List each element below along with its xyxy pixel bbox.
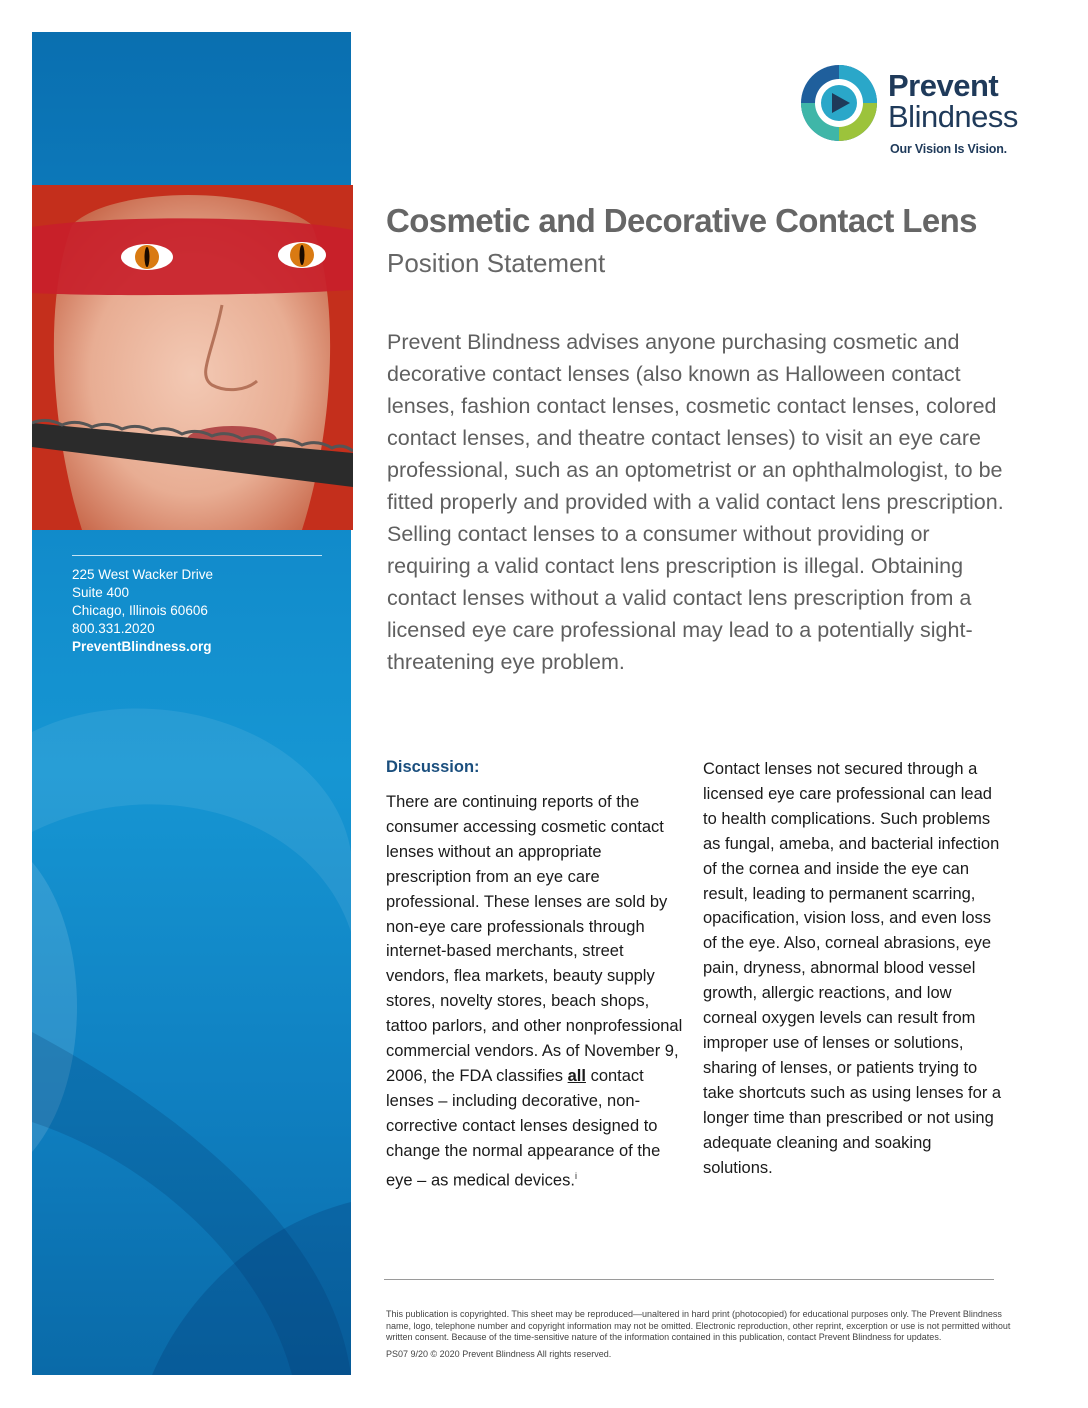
emphasis-all: all bbox=[567, 1066, 586, 1085]
discussion-col1-text: There are continuing reports of the consumer accessing cosmetic contact lenses without an appropriate prescription from an eye care professional. These lenses are sold by non-eye care professionals through internet-based merchants, street vendors, flea markets, beauty supply stores, novelty stores, beach shops, tattoo parlors, and other nonprofessional commercial vendors. As of November 9, 2006, the FDA classifies bbox=[386, 793, 683, 1085]
address-suite: Suite 400 bbox=[72, 585, 130, 600]
eye-logo-icon bbox=[798, 62, 880, 144]
publication-code: PS07 9/20 © 2020 Prevent Blindness All rights reserved. bbox=[386, 1348, 612, 1359]
intro-paragraph: Prevent Blindness advises anyone purchasing cosmetic and decorative contact lenses (also known as Halloween contact lenses, fashion contact lenses, cosmetic contact lenses, colored contact lenses, and theatre contact lenses) to visit an eye care professional, such as an optometrist or an ophthalmologist, to be fitted properly and provided with a valid contact lens prescription. Selling contact lenses to a consumer without providing or requiring a valid contact lens prescription is illegal. Obtaining contact lenses without a valid contact lens prescription from a licensed eye care professional may lead to a potentially sight-threatening eye problem. bbox=[387, 330, 1004, 674]
address-phone: 800.331.2020 bbox=[72, 621, 155, 636]
brand-wordmark bbox=[888, 70, 1018, 132]
discussion-column-2: Contact lenses not secured through a licensed eye care professional can lead to health complications. Such problems as fungal, ameba, and bacterial infection of the cornea and inside the eye can result, leading to permanent scarring, opacification, vision loss, and even loss of the eye. Also, corneal abrasions, eye pain, dryness, abnormal blood vessel growth, allergic reactions, and low corneal oxygen levels can result from improper use of lenses or solutions, sharing of lenses, or patients trying to take shortcuts such as using lenses for a longer time than prescribed or not using adequate cleaning and soaking solutions. bbox=[703, 760, 1002, 1177]
discussion-heading: Discussion: bbox=[386, 758, 480, 776]
contact-address bbox=[72, 555, 322, 656]
page-title: Cosmetic and Decorative Contact Lens bbox=[386, 202, 977, 239]
website-link[interactable]: PreventBlindness.org bbox=[72, 639, 212, 654]
address-city: Chicago, Illinois 60606 bbox=[72, 603, 208, 618]
brand-line-2: Blindness bbox=[888, 99, 1018, 134]
copyright-text: This publication is copyrighted. This sheet may be reproduced—unaltered in hard print (photocopied) for educational purposes only. The Prevent Blindness name, logo, telephone number and copyright information may not be omitted. Electronic reproduction, other reprint, excerption or use is not permitted without written consent. Because of the time-sensitive nature of the information contained in this publication, contact Prevent Blindness for updates. bbox=[386, 1309, 1011, 1342]
discussion-column-1 bbox=[386, 790, 686, 1193]
brand-line-1: Prevent bbox=[888, 68, 999, 103]
discussion-col1-text-cont: contact lenses – including decorative, non-corrective contact lenses designed to change the normal appearance of the eye – as medical devices. bbox=[386, 1066, 661, 1190]
prevent-blindness-logo bbox=[798, 62, 1038, 162]
footnote-marker: i bbox=[574, 1170, 577, 1181]
footer-notice bbox=[386, 1309, 1011, 1360]
hero-photo bbox=[32, 185, 353, 530]
address-street: 225 West Wacker Drive bbox=[72, 567, 214, 582]
footer-divider bbox=[384, 1279, 994, 1280]
page-subtitle: Position Statement bbox=[387, 248, 606, 278]
face-illustration bbox=[32, 185, 353, 530]
brand-tagline: Our Vision Is Vision. bbox=[890, 142, 1007, 156]
